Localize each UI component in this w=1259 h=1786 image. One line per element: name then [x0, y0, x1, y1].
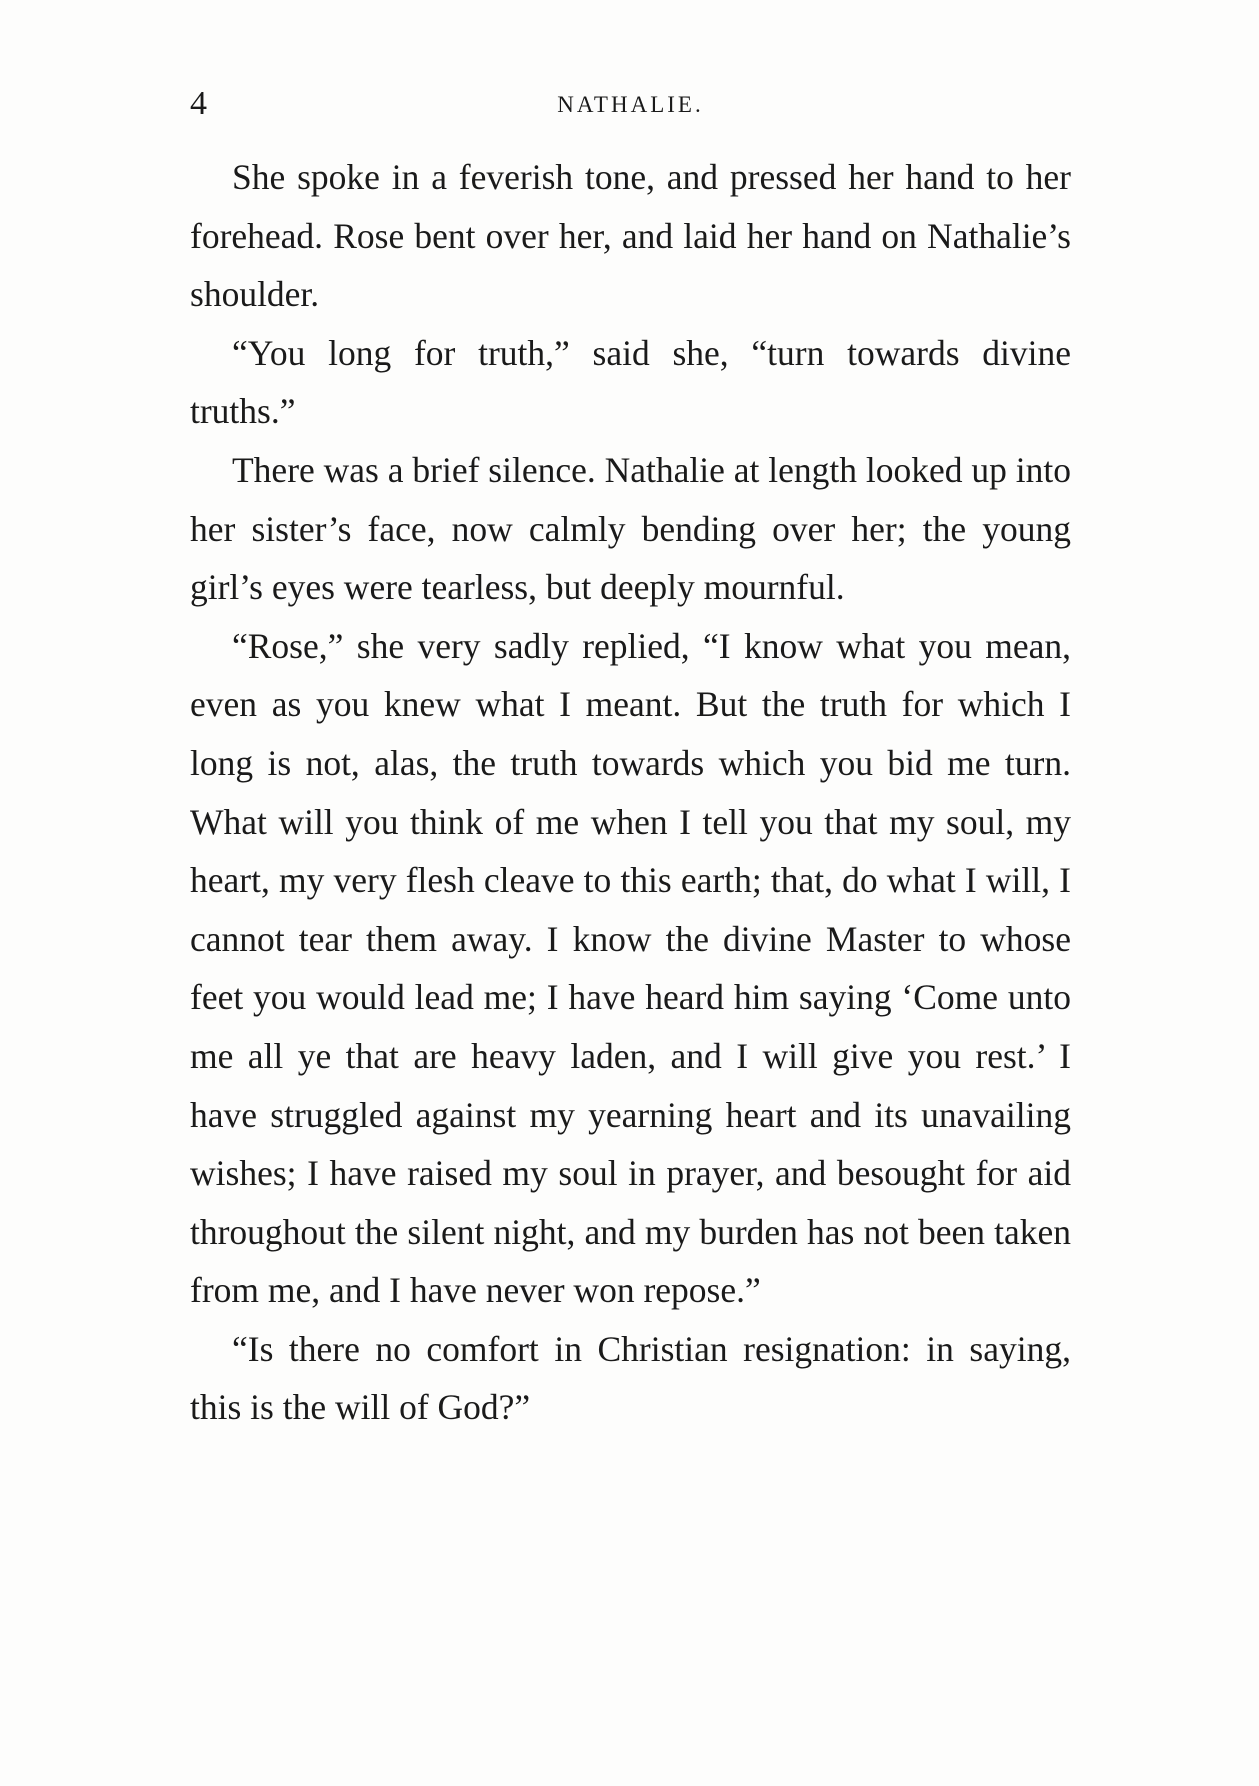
body-text [190, 148, 1071, 1437]
paragraph-3: There was a brief silence. Nathalie at length looked up into her sister’s face, now calmly bending over her; the young girl’s eyes were tearless, but deeply mournful. [190, 449, 1071, 608]
paragraph-5: “Is there no comfort in Christian resignation: in saying, this is the will of God?” [190, 1328, 1071, 1428]
page-number: 4 [190, 85, 207, 122]
running-head [190, 84, 1071, 124]
paragraph-4: “Rose,” she very sadly replied, “I know what you mean, even as you knew what I meant. But the truth for which I long is not, alas, the truth towards which you bid me turn. What will you think of me when I tell you that my soul, my heart, my very flesh cleave to this earth; that, do what I will, I cannot tear them away. I know the divine Master to whose feet you would lead me; I have heard him saying ‘Come unto me all ye that are heavy laden, and I will give you rest.’ I have struggled against my yearning heart and its unavailing wishes; I have raised my soul in prayer, and besought for aid throughout the silent night, and my burden has not been taken from me, and I have never won repose.” [190, 625, 1071, 1311]
paragraph-2: “You long for truth,” said she, “turn towards divine truths.” [190, 332, 1071, 432]
running-title: NATHALIE. [557, 92, 704, 117]
paragraph-1: She spoke in a feverish tone, and pressed her hand to her forehead. Rose bent over her, and laid her hand on Nathalie’s shoulder. [190, 157, 1071, 315]
